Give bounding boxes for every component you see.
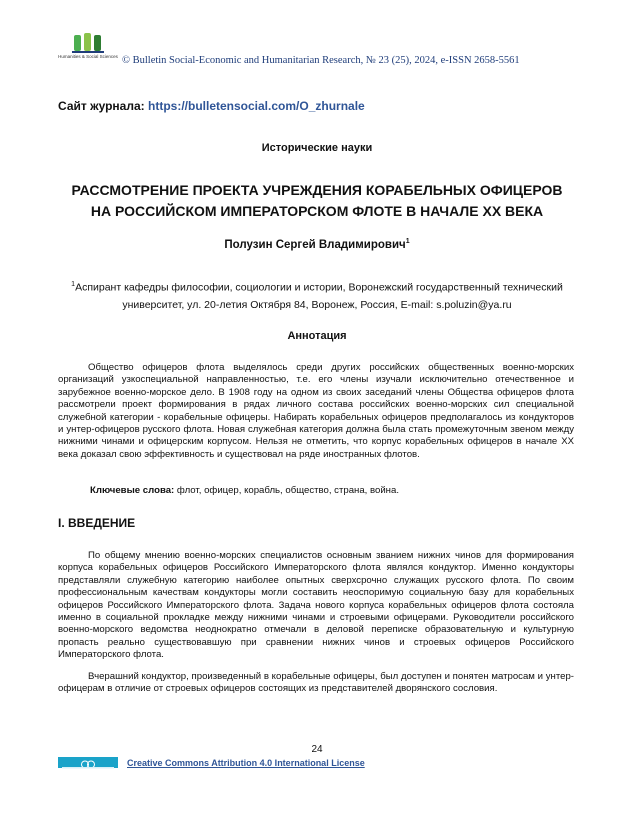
annotation-heading: Аннотация bbox=[287, 330, 347, 342]
cc-license-link[interactable]: Creative Commons Attribution 4.0 International License bbox=[127, 758, 365, 768]
section-heading: Исторические науки bbox=[261, 142, 373, 154]
author-text: Полузин Сергей Владимирович bbox=[224, 238, 406, 251]
site-url-link[interactable]: https://bulletensocial.com/O_zhurnale bbox=[148, 99, 365, 113]
journal-site-line bbox=[58, 99, 365, 113]
page-number: 24 bbox=[311, 744, 323, 755]
keywords-value: флот, офицер, корабль, общество, страна, война. bbox=[176, 485, 399, 496]
intro-heading: I. ВВЕДЕНИЕ bbox=[58, 516, 136, 530]
annotation-paragraph: Общество офицеров флота выделялось среди других российских общественных военно-морских организаций узкоспециальной направленностью, т.е. его члены изучали исключительно отечественное и зарубежное военно-морское дело. В 1908 году на одном из своих заседаний члены Общества офицеров флота рассмотрели проект формирования в рядах личного состава российских военно-морских сил специальной служебной категории - корабельные офицеры. Набирать корабельных офицеров предполагалось из кондукторов и унтер-офицеров русского флота. Новая служебная категория должна была стать промежуточным звеном между нижними чинами и офицерским корпусом. Нельзя не отметить, что корпус корабельных офицеров в начале XX века доказал свою эффективность и существовал на ряде иностранных флотов. bbox=[58, 362, 574, 460]
author-name bbox=[40, 238, 594, 251]
cc-badge-icon bbox=[58, 759, 118, 770]
affiliation-text: Аспирант кафедры философии, социологии и истории, Воронежский государственный технический университет, ул. 20-летия Октября 84, Воронеж, Россия, E-mail: s.poluzin@ya.ru bbox=[75, 281, 563, 311]
intro-paragraph-1: По общему мнению военно-морских специалистов основным званием нижних чинов для формирования корпуса корабельных офицеров Российского Императорского флота являлся кондуктор. Именно кондукторы представляли служебную категорию наиболее опытных сверхсрочно служащих русского флота. По своим профессиональным качествам кондукторы могли составить неоспоримую социальную базу для корабельных офицеров Российского Императорского флота. Задача нового корпуса корабельных офицеров флота состояла именно в социальной прокладке между нижними чинами и строевыми офицерами. Руководители российского военно-морского ведомства неоднократно отмечали в деловой переписке образовательную и культурную пропасть реально существовавшую при сравнении нижних чинов и строевых офицеров Российского Императорского флота. bbox=[58, 550, 574, 661]
title-line-1: РАССМОТРЕНИЕ ПРОЕКТА УЧРЕЖДЕНИЯ КОРАБЕЛЬНЫХ ОФИЦЕРОВ bbox=[71, 182, 563, 198]
journal-logo-icon bbox=[58, 32, 118, 54]
keywords-line bbox=[90, 485, 399, 496]
keywords-label: Ключевые слова: bbox=[90, 485, 175, 496]
intro-paragraph-2: Вчерашний кондуктор, произведенный в корабельные офицеры, был доступен и понятен матросам и унтер-офицерам в отличие от строевых офицеров состоящих из представителей дворянского сословия. bbox=[58, 671, 574, 695]
journal-logo bbox=[58, 32, 118, 76]
cc-license-badge bbox=[58, 757, 118, 768]
logo-caption: Humanities & Social Sciences bbox=[58, 54, 118, 59]
title-line-2: НА РОССИЙСКОМ ИМПЕРАТОРСКОМ ФЛОТЕ В НАЧАЛЕ XX ВЕКА bbox=[90, 203, 544, 219]
author-affiliation bbox=[40, 276, 594, 314]
journal-header-line: © Bulletin Social-Economic and Humanitarian Research, № 23 (25), 2024, e-ISSN 2658-5561 bbox=[122, 55, 520, 66]
article-title bbox=[40, 180, 594, 222]
affiliation-superscript: 1 bbox=[71, 281, 76, 288]
site-label: Сайт журнала: bbox=[58, 99, 145, 113]
author-superscript: 1 bbox=[405, 238, 410, 245]
